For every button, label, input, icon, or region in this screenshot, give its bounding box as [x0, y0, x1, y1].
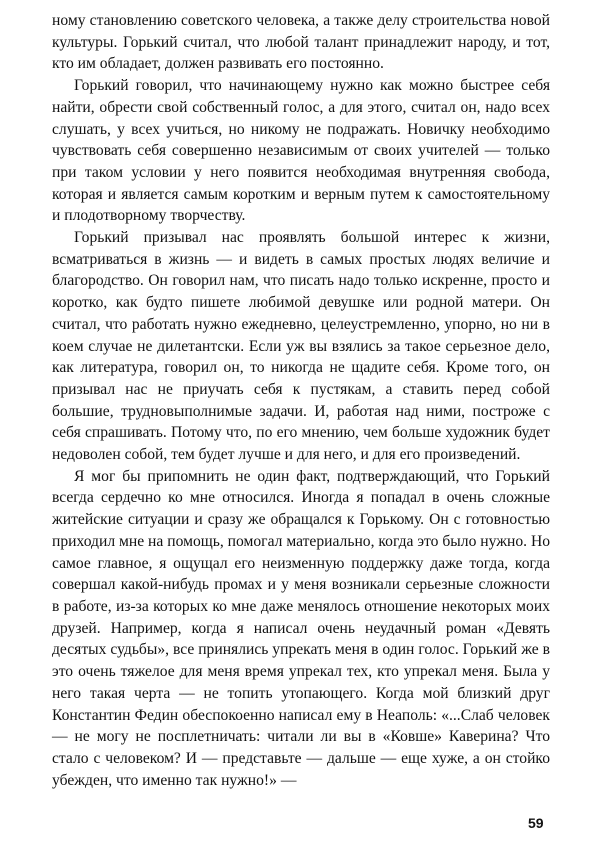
paragraph-2: Горький говорил, что начинающему нужно как можно быстрее себя найти, обрести свой собственный голос, а для этого, считал он, надо всех слушать, у всех учиться, но никому не подражать. Новичку необходимо чувствовать себя совершенно независимым от своих учителей — только при таком условии у него появится необходимая внутренняя свобода, которая и является самым коротким и верным путем к самостоятельному и плодотворному творчеству.	[52, 77, 550, 225]
paragraph-3: Горький призывал нас проявлять большой интерес к жизни, всматриваться в жизнь — и видеть в самых простых людях величие и благородство. Он говорил нам, что писать надо только искренне, просто и коротко, как будто пишете любимой девушке или родной матери. Он считал, что работать нужно ежедневно, целеустремленно, упорно, но ни в коем случае не дилетантски. Если уж вы взялись за такое серьезное дело, как литература, говорил он, то никогда не щадите себя. Кроме того, он призывал нас не приучать себя к пустякам, а ставить перед собой большие, трудновыполнимые задачи. И, работая над ними, построже с себя спрашивать. Потому что, по его мнению, чем больше художник будет недоволен собой, тем будет лучше и для него, и для его произведений.	[52, 229, 550, 464]
paragraph-1: ному становлению советского человека, а также делу строительства новой культуры. Горький считал, что любой талант принадлежит народу, и тот, кто им обладает, должен развивать его постоянно.	[52, 12, 550, 73]
page-number: 59	[528, 815, 544, 831]
paragraph-4: Я мог бы припомнить не один факт, подтверждающий, что Горький всегда сердечно ко мне относился. Иногда я попадал в очень сложные житейские ситуации и сразу же обращался к Горькому. Он с готовностью приходил мне на помощь, помогал материально, когда это было нужно. Но самое главное, я ощущал его неизменную поддержку даже тогда, когда совершал какой-нибудь промах и у меня возникали серьезные сложности в работе, из-за которых ко мне даже менялось отношение некоторых моих друзей. Например, когда я написал очень неудачный роман «Девять десятых судьбы», все принялись упрекать меня в один голос. Горький же в это очень тяжелое для меня время упрекал тех, кто упрекал меня. Была у него такая черта — не топить утопающего. Когда мой близкий друг Константин Федин обеспокоенно написал ему в Неаполь: «...Слаб человек — не могу не посплетничать: читали ли вы в «Ковше» Каверина? Что стало с человеком? И — представьте — дальше — еще хуже, а он стойко убежден, что именно так нужно!» —	[52, 467, 550, 789]
body-text	[52, 10, 550, 791]
